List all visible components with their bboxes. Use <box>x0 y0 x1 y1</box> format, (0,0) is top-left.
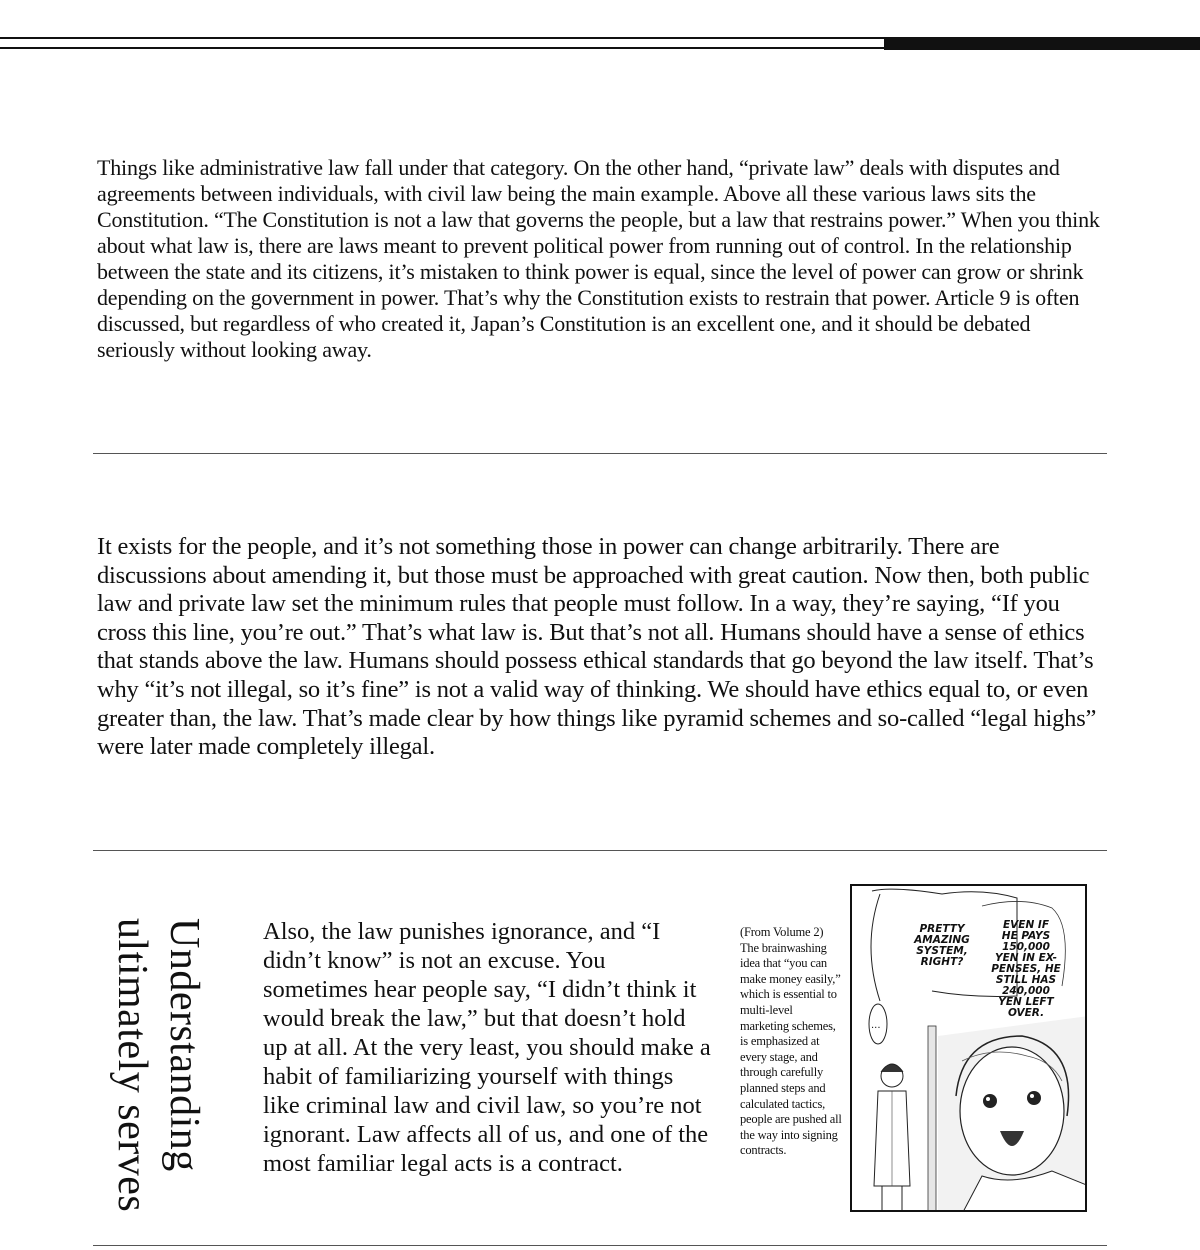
section-divider <box>93 850 1107 851</box>
ellipsis-bubble: ... <box>871 1020 881 1031</box>
figure-caption: (From Volume 2) The brainwashing idea that “you can make money easily,” which is essential to multi-level marketing schemes, is emphasized at every stage, and through carefully planned steps and calculated tactics, people are pushed all the way into signing contracts. <box>740 925 842 1158</box>
section-divider <box>93 1245 1107 1246</box>
speech-bubble-right: EVEN IF HE PAYS 150,000 YEN IN EX- PENSES, HE STILL HAS 240,000 YEN LEFT OVER. <box>991 919 1061 1019</box>
speech-bubble-left: PRETTY AMAZING SYSTEM, RIGHT? <box>914 923 970 968</box>
header-rule-bottom <box>0 47 884 49</box>
vertical-heading <box>100 918 210 1250</box>
paragraph-ethics: It exists for the people, and it’s not something those in power can change arbitrarily. There are discussions about amending it, but those must be approached with great caution. Now then, both public law and private law set the minimum rules that people must follow. In a way, they’re saying, “If you cross this line, you’re out.” That’s what law is. But that’s not all. Humans should have a sense of ethics that stands above the law. Humans should possess ethical standards that go beyond the law itself. That’s why “it’s not illegal, so it’s fine” is not a valid way of thinking. We should have ethics equal to, or even greater than, the law. That’s made clear by how things like pyramid schemes and so-called “legal highs” were later made completely illegal. <box>97 533 1097 761</box>
manga-panel <box>850 884 1087 1212</box>
section-divider <box>93 453 1107 454</box>
header-bar <box>884 37 1200 50</box>
vertical-heading-line-1: Understanding <box>161 918 207 1172</box>
header-rule-top <box>0 37 884 39</box>
paragraph-constitution: Things like administrative law fall under that category. On the other hand, “private law” deals with disputes and agreements between individuals, with civil law being the main example. Above all these various laws sits the Constitution. “The Constitution is not a law that governs the people, but a law that restrains power.” When you think about what law is, there are laws meant to prevent political power from running out of control. In the relationship between the state and its citizens, it’s mistaken to think power is equal, since the level of power can grow or shrink depending on the government in power. That’s why the Constitution exists to restrain that power. Article 9 is often discussed, but regardless of who created it, Japan’s Constitution is an excellent one, and it should be debated seriously without looking away. <box>97 155 1100 362</box>
vertical-heading-line-2: ultimately serves <box>109 918 155 1213</box>
paragraph-ignorance: Also, the law punishes ignorance, and “I didn’t know” is not an excuse. You sometimes hear people say, “I didn’t think it would break the law,” but that doesn’t hold up at all. At the very least, you should make a habit of familiarizing yourself with things like criminal law and civil law, so you’re not ignorant. Law affects all of us, and one of the most familiar legal acts is a contract. <box>263 918 711 1177</box>
